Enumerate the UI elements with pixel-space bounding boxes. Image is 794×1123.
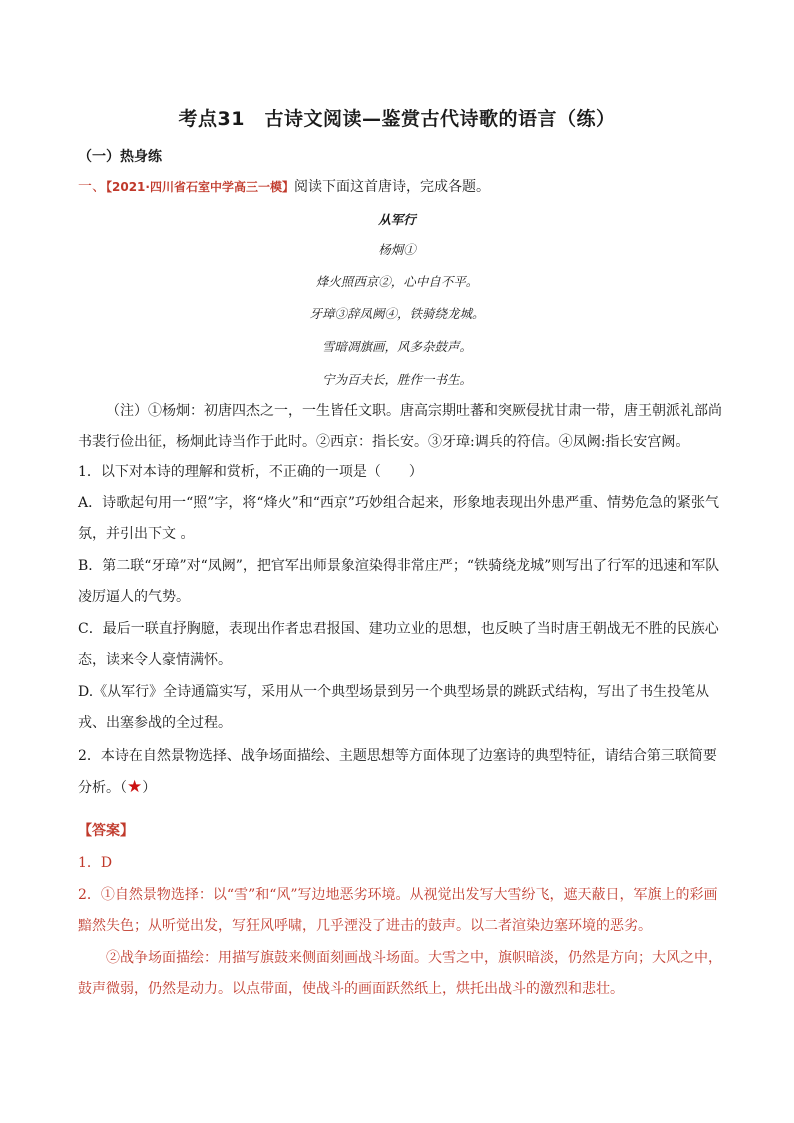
question-2-text: 2．本诗在自然景物选择、战争场面描绘、主题思想等方面体现了边塞诗的典型特征，请结合第三联简要分析。 bbox=[78, 748, 717, 796]
answer-1: 1．D bbox=[78, 855, 113, 871]
question-source: 【2021·四川省石室中学高三一模】 bbox=[106, 180, 294, 194]
option-a: A．诗歌起句用一“照”字，将“烽火”和“西京”巧妙组合起来，形象地表现出外患严重、情势危急的紧张气氛，并引出下文 。 bbox=[78, 495, 720, 542]
option-d: D.《从军行》全诗通篇实写，采用从一个典型场景到另一个典型场景的跳跃式结构，写出了书生投笔从戎、出塞参战的全过程。 bbox=[78, 684, 710, 731]
question-number: 一、 bbox=[78, 179, 106, 195]
poem-line: 宁为百夫长，胜作一书生。 bbox=[321, 372, 472, 387]
question-2 bbox=[78, 741, 728, 804]
poem-line: 雪暗凋旗画，风多杂鼓声。 bbox=[321, 339, 472, 354]
answer-heading: 【答案】 bbox=[78, 823, 134, 839]
poem-author: 杨炯① bbox=[378, 242, 416, 257]
poem-title: 从军行 bbox=[378, 212, 416, 227]
answer-2-part-2: ②战争场面描绘：用描写旗鼓来侧面刻画战斗场面。大雪之中，旗帜暗淡，仍然是方向；大风之中，鼓声微弱，仍然是动力。以点带面，使战斗的画面跃然纸上，烘托出战斗的激烈和悲壮。 bbox=[78, 950, 722, 997]
section-heading: （一）热身练 bbox=[78, 149, 162, 165]
poem-line: 牙璋③辞凤阙④，铁骑绕龙城。 bbox=[309, 306, 485, 321]
difficulty-close: ） bbox=[142, 780, 157, 796]
question-block-header bbox=[78, 176, 490, 196]
poem-notes: （注）①杨炯：初唐四杰之一，一生皆任文职。唐高宗期吐蕃和突厥侵扰甘肃一带，唐王朝派礼部尚书裴行俭出征，杨炯此诗当作于此时。②西京：指长安。③牙璋:调兵的符信。④凤阙:指长安宫阙。 bbox=[78, 403, 722, 450]
option-c: C．最后一联直抒胸臆，表现出作者忠君报国、建功立业的思想，也反映了当时唐王朝战无不胜的民族心态，读来令人豪情满怀。 bbox=[78, 621, 719, 668]
option-b: B．第二联“牙璋”对“凤阙”，把官军出师景象渲染得非常庄严；“铁骑绕龙城”则写出了行军的迅速和军队凌厉逼人的气势。 bbox=[78, 558, 720, 605]
answer-2-part-1: 2．①自然景物选择：以“雪”和“风”写边地恶劣环境。从视觉出发写大雪纷飞，遮天蔽日，军旗上的彩画黯然失色；从听觉出发，写狂风呼啸，几乎湮没了进击的鼓声。以二者渲染边塞环境的恶劣。 bbox=[78, 887, 718, 934]
difficulty-open: （ bbox=[120, 780, 127, 796]
poem-line: 烽火照西京②，心中自不平。 bbox=[315, 274, 479, 289]
question-instruction: 阅读下面这首唐诗，完成各题。 bbox=[293, 179, 490, 195]
page-title: 考点31 古诗文阅读—鉴赏古代诗歌的语言（练） bbox=[178, 108, 616, 130]
star-icon: ★ bbox=[127, 777, 143, 797]
question-1: 1．以下对本诗的理解和赏析，不正确的一项是（ ） bbox=[78, 464, 423, 480]
